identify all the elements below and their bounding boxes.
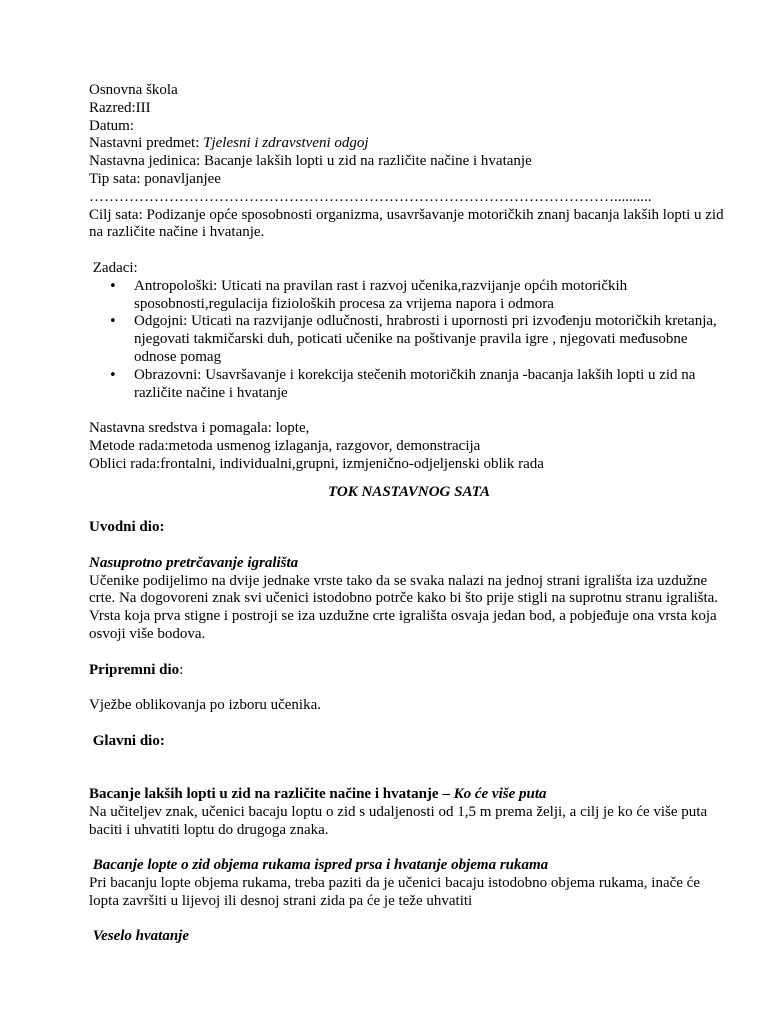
lesson-flow-title: TOK NASTAVNOG SATA [328,483,490,500]
subject-value: Tjelesni i zdravstveni odgoj [203,135,369,152]
exercise1-title [89,786,729,804]
school-line: Osnovna škola [89,82,178,98]
task-item-educational: • Odgojni: Uticati na razvijanje odlučnosti, hrabrosti i upornosti pri izvođenju motoričkih kretanja, njegovati takmičarski duh, poticati učenike na poštivanje pravila igre , njegovati međusobne odnose pomag [134,313,729,366]
task-item-instructional: • Obrazovni: Usavršavanje i korekcija stečenih motoričkih znanja -bacanja lakših lopti u zid na različite načine i hvatanje [134,367,729,403]
spacer [89,839,729,857]
prep-heading-line [89,662,729,680]
spacer [89,537,729,555]
exercise2-title: Bacanje lopte o zid objema rukama ispred prsa i hvatanje objema rukama [89,857,549,874]
unit-line: Nastavna jedinica: Bacanje lakših lopti u zid na različite načine i hvatanje [89,153,532,170]
dotted-separator: …………………………………………………………………………………………….......... [89,188,652,205]
tasks-heading-text: Zadaci: [92,259,138,276]
prep-colon: : [179,661,184,678]
teaching-aids: Nastavna sredstva i pomagala: lopte, [89,420,310,437]
exercise2-text: Pri bacanju lopte objema rukama, treba paziti da je učenici bacaju istodobno objema rukama, inače će lopta završiti u lijevoj ili desnoj strani zida pa će je teže uhvatiti [89,875,701,909]
main-heading: Glavni dio: [89,732,165,749]
exercise1-text: Na učiteljev znak, učenici bacaju loptu o zid s udaljenosti od 1,5 m prema želji, a cilj je ko će više puta baciti i uhvatiti loptu do drugoga znaka. [89,803,708,838]
spacer [89,679,729,697]
spacer [89,242,729,260]
subject-line [89,135,729,153]
tasks-heading [89,260,729,278]
spacer [89,911,729,929]
tasks-list [89,278,729,403]
work-forms: Oblici rada:frontalni, individualni,grupni, izmjenično-odjeljenski oblik rada [89,455,544,472]
exercise3-title: Veselo hvatanje [89,928,189,945]
intro-game-text: Učenike podijelimo na dvije jednake vrste tako da se svaka nalazi na jednoj strani igrališta iza uzdužne crte. Na dogovoreni znak svi učenici istodobno potrče kako bi što prije stigli na suprotnu stranu igrališta. Vrsta koja prva stigne i postroji se iza uzdužne crte igrališta osvaja jedan bod, a pobjeđuje ona vrsta koja osvoji više bodova. [89,572,719,642]
intro-heading: Uvodni dio: [89,519,165,536]
prep-text: Vježbe oblikovanja po izboru učenika. [89,697,322,714]
grade-line: Razred:III [89,99,151,116]
teaching-methods: Metode rada:metoda usmenog izlaganja, razgovor, demonstracija [89,437,481,454]
spacer [89,768,729,786]
task-item-anthropological: • Antropološki: Uticati na pravilan rast i razvoj učenika,razvijanje općih motoričkih sposobnosti,regulacija fizioloških procesa za vrijema napora i odmora [134,278,729,314]
intro-game-title: Nasuprotno pretrčavanje igrališta [89,554,299,571]
subject-label: Nastavni predmet: [89,135,204,152]
spacer [89,715,729,733]
lesson-type-line: Tip sata: ponavljanjee [89,170,221,187]
document-body [89,82,729,946]
spacer [89,750,729,768]
spacer [89,501,729,519]
spacer [89,402,729,420]
exercise1-title-italic: Ko će više puta [453,786,547,803]
spacer [89,644,729,662]
spacer [89,474,729,484]
date-line: Datum: [89,117,134,134]
prep-heading: Pripremni dio [89,661,180,678]
lesson-aim: Cilj sata: Podizanje opće sposobnosti organizma, usavršavanje motoričkih znanj bacanja lakših lopti u zid na različite načine i hvatanje. [89,206,724,241]
exercise1-title-main: Bacanje lakših lopti u zid na različite načine i hvatanje – [89,786,454,803]
